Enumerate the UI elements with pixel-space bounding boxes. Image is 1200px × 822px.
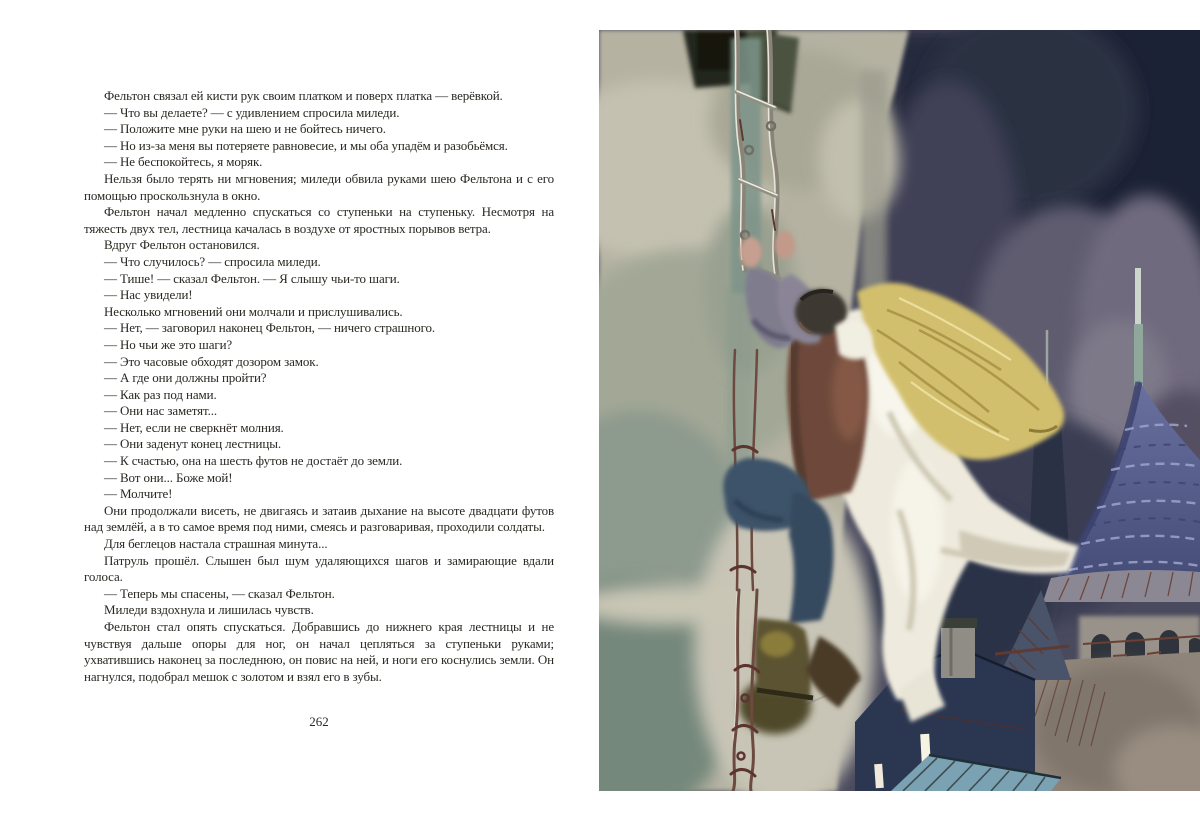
paragraph: — Молчите! <box>104 486 173 502</box>
paragraph: Они продолжали висеть, не двигаясь и затаив дыхание на высоте двадцати футов над землёй, а в то самое время под ними, смеясь и разговаривая, проходили солдаты. <box>84 502 554 535</box>
paragraph: — Нет, если не сверкнёт молния. <box>104 419 284 435</box>
paragraph: — Но из-за меня вы потеряете равновесие, и мы оба упадём и разобьёмся. <box>104 137 508 153</box>
paragraph: Для беглецов настала страшная минута... <box>104 536 328 552</box>
paragraph: Вдруг Фельтон остановился. <box>104 237 260 253</box>
paragraph: Фельтон связал ей кисти рук своим платком и поверх платка — верёвкой. <box>104 88 503 103</box>
paragraph: — Нас увидели! <box>104 287 193 303</box>
paragraph: — Это часовые обходят дозором замок. <box>104 353 319 369</box>
paragraph: — Не беспокойтесь, я моряк. <box>104 154 263 170</box>
paragraph: Патруль прошёл. Слышен был шум удаляющихся шагов и замирающие вдали голоса. <box>84 552 554 585</box>
paragraph: — Нет, — заговорил наконец Фельтон, — ничего страшного. <box>104 320 436 336</box>
paragraph: — А где они должны пройти? <box>104 370 267 386</box>
paragraph: — Они заденут конец лестницы. <box>104 436 281 452</box>
paragraph: — Что вы делаете? — с удивлением спросила миледи. <box>104 104 400 120</box>
paragraph: — Положите мне руки на шею и не бойтесь ничего. <box>104 121 386 137</box>
paragraph: Миледи вздохнула и лишилась чувств. <box>104 602 314 618</box>
illustration <box>599 30 1200 791</box>
paragraph: Фельтон стал опять спускаться. Добравшись до нижнего края лестницы и не чувствуя дальше опоры для ног, он начал цепляться за ступеньки руками; ухватившись наконец за последнюю, он повис на ней, и ноги его коснулись земли. Он нагнулся, подобрал мешок с золотом и взял его в зубы. <box>84 619 554 684</box>
paragraph: — Теперь мы спасены, — сказал Фельтон. <box>104 585 335 601</box>
paragraph: Несколько мгновений они молчали и прислушивались. <box>104 303 403 319</box>
paragraph: — Они нас заметят... <box>104 403 217 419</box>
paragraph: — Вот они... Боже мой! <box>104 469 233 485</box>
paragraph: Фельтон начал медленно спускаться со ступеньки на ступеньку. Несмотря на тяжесть двух тел, лестница качалась в воздухе от яростных порывов ветра. <box>84 204 554 236</box>
paragraph: Нельзя было терять ни мгновения; миледи обвила руками шею Фельтона и с его помощью проскользнула в окно. <box>84 170 554 203</box>
paragraph: — Что случилось? — спросила миледи. <box>104 253 321 269</box>
left-page-text <box>84 88 554 685</box>
page-number: 262 <box>309 714 329 729</box>
watercolor-illustration <box>599 30 1200 791</box>
paragraph: — Как раз под нами. <box>104 386 217 402</box>
paragraph: — Но чьи же это шаги? <box>104 336 233 352</box>
paragraph: — Тише! — сказал Фельтон. — Я слышу чьи-то шаги. <box>104 270 400 286</box>
paragraph: — К счастью, она на шесть футов не достаёт до земли. <box>104 453 403 469</box>
